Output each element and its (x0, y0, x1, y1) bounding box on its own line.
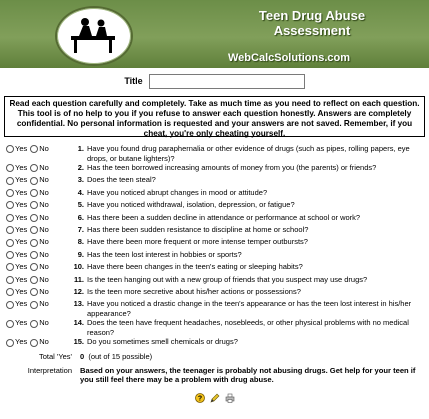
question-number: 6. (77, 212, 84, 222)
interpretation-row (0, 366, 429, 385)
question-row (0, 225, 429, 237)
no-radio[interactable] (30, 263, 38, 271)
no-radio[interactable] (30, 214, 38, 222)
yes-option[interactable] (6, 200, 27, 210)
question-text: Has the teen lost interest in hobbies or sports? (87, 249, 242, 259)
site-name[interactable]: WebCalcSolutions.com (228, 52, 351, 64)
yes-radio[interactable] (6, 201, 14, 209)
questions-list (0, 144, 429, 350)
yes-option[interactable] (6, 225, 27, 235)
yes-radio[interactable] (6, 226, 14, 234)
question-text: Has the teen borrowed increasing amounts of money from you (the parents) or friends? (87, 163, 377, 172)
question-number: 5. (77, 200, 84, 210)
logo (55, 6, 133, 66)
answer-options (0, 337, 72, 349)
no-option[interactable] (30, 275, 49, 285)
svg-text:?: ? (197, 395, 202, 403)
no-radio[interactable] (30, 177, 38, 185)
question-text: Have you noticed withdrawal, isolation, depression, or fatigue? (87, 200, 295, 210)
question-row (0, 200, 429, 212)
answer-options (0, 188, 72, 200)
no-option[interactable] (30, 175, 49, 185)
answer-options (0, 163, 72, 175)
yes-option[interactable] (6, 175, 27, 185)
no-radio[interactable] (30, 320, 38, 328)
question-text: Is the teen more secretive about his/her actions or possessions? (87, 286, 301, 296)
footer-toolbar (0, 393, 429, 403)
title-label: Title (124, 76, 143, 86)
no-radio[interactable] (30, 189, 38, 197)
yes-label: Yes (15, 299, 28, 309)
question-row (0, 175, 429, 187)
answer-options (0, 200, 72, 212)
question-row (0, 213, 429, 225)
no-label: No (39, 318, 49, 328)
yes-option[interactable] (6, 318, 27, 328)
title-row (0, 69, 429, 93)
no-label: No (39, 262, 49, 272)
question-row (0, 287, 429, 299)
question-text: Have you noticed abrupt changes in mood or attitude? (87, 187, 268, 197)
yes-label: Yes (15, 337, 28, 347)
answer-options (0, 213, 72, 225)
answer-options (0, 318, 72, 337)
title-input[interactable] (149, 74, 305, 89)
yes-radio[interactable] (6, 320, 14, 328)
edit-pencil-icon[interactable] (210, 393, 220, 403)
yes-label: Yes (15, 262, 28, 272)
no-label: No (39, 237, 49, 247)
no-label: No (39, 144, 49, 153)
print-icon[interactable] (225, 393, 235, 403)
question-number: 2. (77, 163, 84, 172)
no-option[interactable] (30, 287, 49, 297)
yes-label: Yes (15, 274, 28, 284)
no-option[interactable] (30, 299, 49, 309)
yes-radio[interactable] (6, 263, 14, 271)
question-row (0, 318, 429, 337)
yes-label: Yes (15, 286, 28, 296)
yes-option[interactable] (6, 275, 27, 285)
answer-options (0, 250, 72, 262)
question-row (0, 299, 429, 318)
question-text: Is the teen hanging out with a new group of friends that you suspect may use drugs? (87, 274, 368, 284)
yes-radio[interactable] (6, 177, 14, 185)
question-number: 3. (77, 175, 84, 185)
question-row (0, 163, 429, 175)
yes-option[interactable] (6, 213, 27, 223)
question-number: 15. (73, 337, 84, 347)
yes-option[interactable] (6, 144, 27, 154)
question-row (0, 250, 429, 262)
header-banner (0, 0, 429, 68)
no-option[interactable] (30, 250, 49, 260)
question-row (0, 144, 429, 163)
yes-radio[interactable] (6, 288, 14, 296)
no-option[interactable] (30, 188, 49, 198)
yes-radio[interactable] (6, 339, 14, 347)
no-label: No (39, 200, 49, 210)
no-label: No (39, 224, 49, 234)
no-option[interactable] (30, 213, 49, 223)
question-number: 12. (73, 286, 84, 296)
question-number: 1. (77, 144, 84, 153)
total-label: Total 'Yes' (38, 351, 72, 361)
no-option[interactable] (30, 163, 49, 173)
answer-options (0, 237, 72, 249)
no-option[interactable] (30, 262, 49, 272)
no-option[interactable] (30, 225, 49, 235)
answer-options (0, 299, 72, 318)
yes-radio[interactable] (6, 276, 14, 284)
question-text: Have there been changes in the teen's eating or sleeping habits? (87, 262, 303, 272)
yes-option[interactable] (6, 250, 27, 260)
yes-radio[interactable] (6, 239, 14, 247)
page-title: Teen Drug Abuse Assessment (258, 8, 366, 38)
question-text: Have you found drug paraphernalia or other evidence of drugs (such as pipes, rolling papers, eye drops, or butane lighters)? (87, 144, 410, 163)
yes-option[interactable] (6, 237, 27, 247)
yes-label: Yes (15, 200, 28, 210)
yes-radio[interactable] (6, 189, 14, 197)
answer-options (0, 262, 72, 274)
question-row (0, 275, 429, 287)
yes-label: Yes (15, 187, 28, 197)
no-label: No (39, 212, 49, 222)
question-number: 9. (77, 249, 84, 259)
no-radio[interactable] (30, 145, 38, 153)
yes-label: Yes (15, 224, 28, 234)
question-number: 14. (73, 318, 84, 328)
no-label: No (39, 274, 49, 284)
yes-label: Yes (15, 249, 28, 259)
no-label: No (39, 286, 49, 296)
question-row (0, 262, 429, 274)
yes-option[interactable] (6, 287, 27, 297)
question-text: Have you noticed a drastic change in the teen's appearance or has the teen lost interest in his/her appearance? (87, 299, 412, 318)
yes-option[interactable] (6, 163, 27, 173)
yes-radio[interactable] (6, 164, 14, 172)
no-radio[interactable] (30, 301, 38, 309)
instructions-box: Read each question carefully and completely. Take as much time as you need to reflect on each question. This tool is of no help to you if you refuse to answer each question honestly. Answers are completely confidential. No personal information is requested and your answers are not saved. Remember, if you cheat, you're only cheating yourself. (4, 96, 425, 137)
question-number: 8. (77, 237, 84, 247)
yes-label: Yes (15, 163, 28, 172)
answer-options (0, 175, 72, 187)
question-text: Has there been sudden resistance to discipline at home or school? (87, 224, 309, 234)
no-option[interactable] (30, 144, 49, 154)
question-text: Does the teen steal? (87, 175, 156, 185)
no-radio[interactable] (30, 164, 38, 172)
no-label: No (39, 299, 49, 309)
no-radio[interactable] (30, 339, 38, 347)
yes-radio[interactable] (6, 145, 14, 153)
question-number: 13. (73, 299, 84, 309)
question-text: Does the teen have frequent headaches, nosebleeds, or other physical problems with no medical reason? (87, 318, 409, 337)
summary-section (0, 352, 429, 385)
answer-options (0, 275, 72, 287)
yes-label: Yes (15, 144, 28, 153)
yes-radio[interactable] (6, 214, 14, 222)
total-value: 0 (80, 351, 85, 361)
total-suffix: (out of 15 possible) (88, 351, 153, 361)
yes-option[interactable] (6, 188, 27, 198)
no-label: No (39, 163, 49, 172)
yes-label: Yes (15, 175, 28, 185)
yes-radio[interactable] (6, 301, 14, 309)
no-radio[interactable] (30, 201, 38, 209)
question-number: 10. (73, 262, 84, 272)
yes-option[interactable] (6, 299, 27, 309)
no-radio[interactable] (30, 288, 38, 296)
no-option[interactable] (30, 337, 49, 347)
no-option[interactable] (30, 237, 49, 247)
yes-label: Yes (15, 318, 28, 328)
no-radio[interactable] (30, 276, 38, 284)
no-label: No (39, 175, 49, 185)
question-text: Do you sometimes smell chemicals or drugs? (87, 337, 238, 347)
yes-option[interactable] (6, 337, 27, 347)
answer-options (0, 287, 72, 299)
no-option[interactable] (30, 200, 49, 210)
teen-at-desk-icon (65, 14, 123, 56)
yes-label: Yes (15, 237, 28, 247)
interpretation-label: Interpretation (27, 365, 72, 375)
question-number: 7. (77, 224, 84, 234)
no-label: No (39, 337, 49, 347)
interpretation-text: Based on your answers, the teenager is probably not abusing drugs. Get help for your teen if you still feel there may be a problem with drug abuse. (80, 365, 416, 385)
total-row (0, 352, 429, 362)
no-label: No (39, 187, 49, 197)
yes-radio[interactable] (6, 251, 14, 259)
no-option[interactable] (30, 318, 49, 328)
question-row (0, 237, 429, 249)
question-number: 4. (77, 187, 84, 197)
yes-label: Yes (15, 212, 28, 222)
answer-options (0, 144, 72, 163)
question-text: Have there been more frequent or more intense temper outbursts? (87, 237, 308, 247)
question-row (0, 337, 429, 349)
help-icon[interactable] (195, 393, 205, 403)
yes-option[interactable] (6, 262, 27, 272)
no-radio[interactable] (30, 239, 38, 247)
no-radio[interactable] (30, 226, 38, 234)
answer-options (0, 225, 72, 237)
no-radio[interactable] (30, 251, 38, 259)
question-number: 11. (73, 274, 84, 284)
question-row (0, 188, 429, 200)
no-label: No (39, 249, 49, 259)
question-text: Has there been a sudden decline in attendance or performance at school or work? (87, 212, 361, 222)
